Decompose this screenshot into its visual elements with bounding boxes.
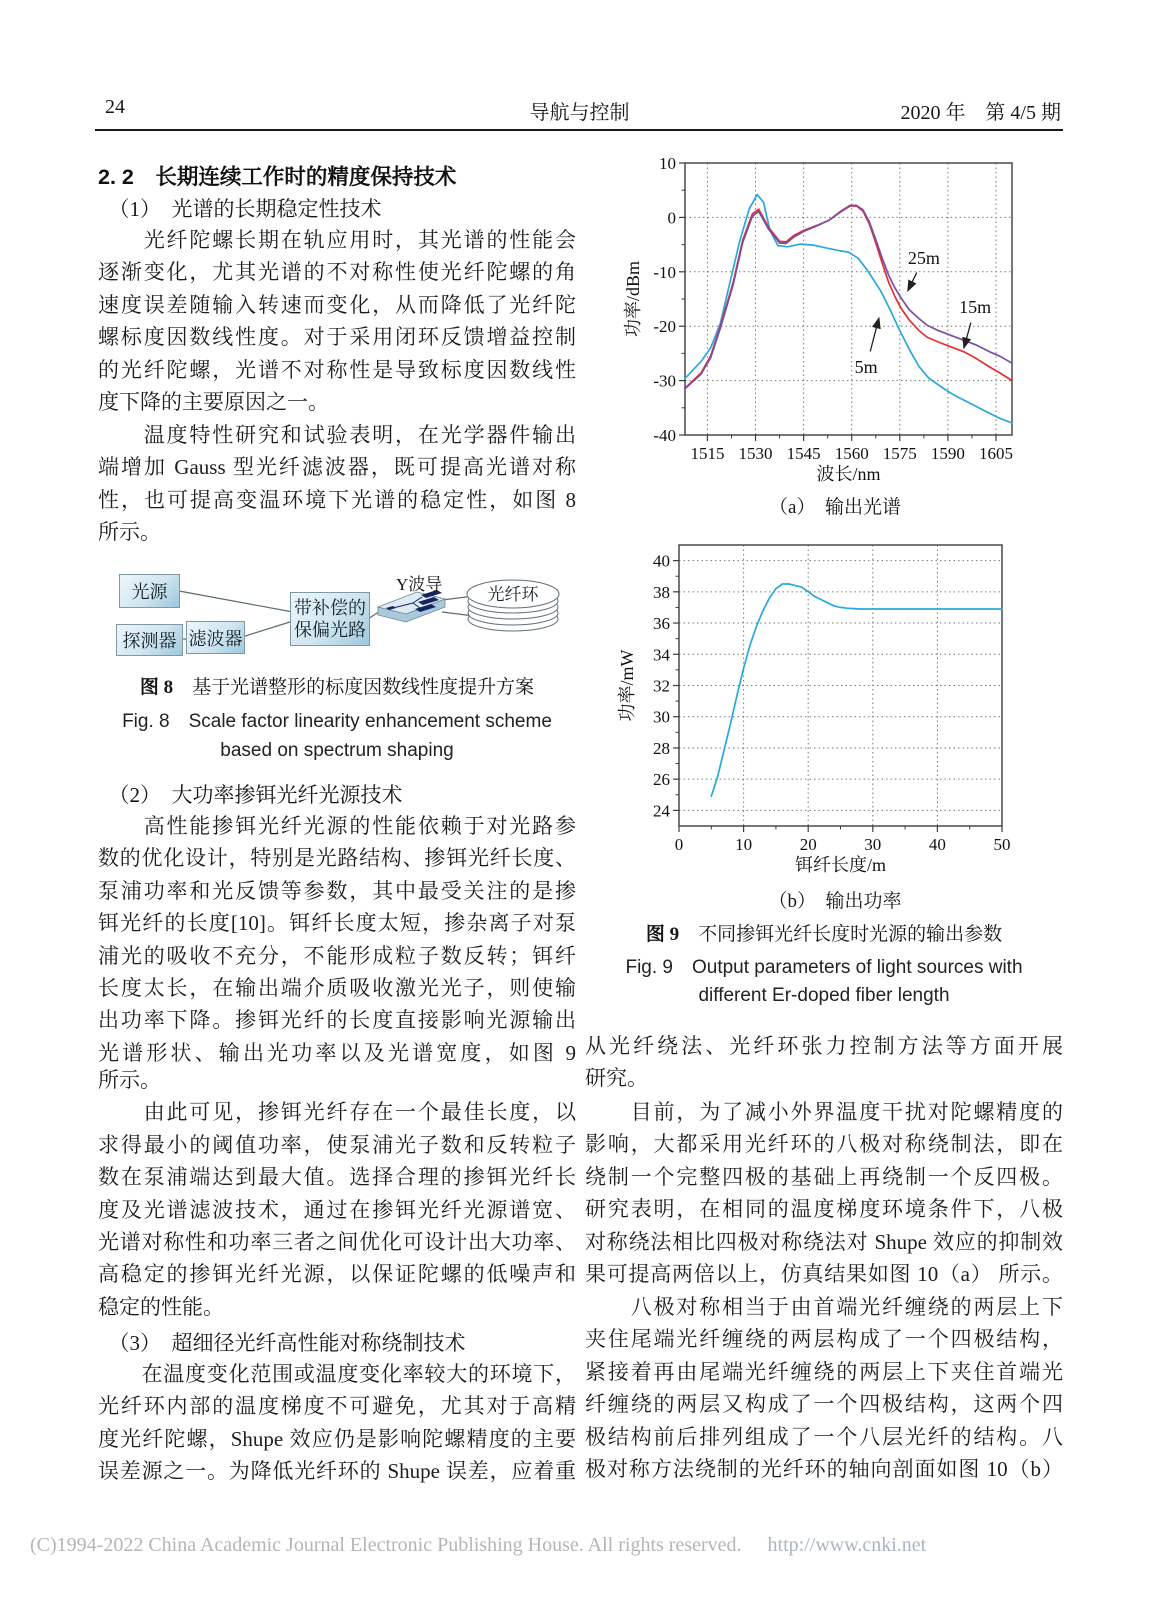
- paragraph: [98, 419, 576, 549]
- svg-text:20: 20: [799, 835, 817, 854]
- svg-text:波长/nm: 波长/nm: [816, 464, 881, 484]
- svg-text:10: 10: [735, 835, 753, 854]
- subsection-3: （3） 超细径光纤高性能对称绕制技术: [98, 1331, 466, 1355]
- figure8-caption-text: 基于光谱整形的标度因数线性度提升方案: [192, 677, 535, 698]
- figure8-caption-label: 图 8: [139, 677, 174, 698]
- section-heading: 2. 2 长期连续工作时的精度保持技术: [98, 165, 457, 189]
- header-rule: [95, 129, 1063, 131]
- subsection-2: （2） 大功率掺铒光纤光源技术: [98, 783, 403, 807]
- text-line: 研究。: [585, 1066, 648, 1091]
- chart-a-caption: （a） 输出光谱: [769, 497, 901, 518]
- svg-text:1605: 1605: [978, 444, 1013, 463]
- svg-text:15m: 15m: [959, 297, 992, 318]
- text-line: 果可提高两倍以上，仿真结果如图 10（a） 所示。: [585, 1262, 1063, 1287]
- svg-text:50: 50: [993, 835, 1011, 854]
- paragraph: [98, 1358, 576, 1488]
- text-line: 稳定的性能。: [98, 1294, 224, 1319]
- text-line: 光谱对称性和功率三者之间优化可设计出大功率、: [98, 1230, 576, 1255]
- figure9-caption-label: 图 9: [645, 924, 680, 945]
- text-line: 光纤环内部的温度梯度不可避免，尤其对于高精: [98, 1394, 576, 1419]
- svg-text:铒纤长度/m: 铒纤长度/m: [794, 855, 887, 875]
- figure8-caption-en1: Fig. 8 Scale factor linearity enhancement scheme: [122, 711, 552, 732]
- text-line: 对称绕法相比四极对称绕法对 Shupe 效应的抑制效: [585, 1229, 1063, 1254]
- text-line: 速度误差随输入转速而变化，从而降低了光纤陀: [98, 292, 576, 317]
- svg-text:30: 30: [653, 707, 670, 727]
- coil-label: 光纤环: [487, 585, 539, 604]
- footer-copyright: (C)1994-2022 China Academic Journal Electronic Publishing House. All rights reserved.: [30, 1534, 742, 1556]
- text-line: 出功率下降。掺铒光纤的长度直接影响光源输出: [98, 1008, 576, 1033]
- svg-text:38: 38: [653, 582, 670, 602]
- text-line: 数在泵浦端达到最大值。选择合理的掺铒光纤长: [98, 1165, 576, 1190]
- issue-info: 2020 年 第 4/5 期: [900, 102, 1061, 124]
- text-line: 所示。: [98, 520, 161, 545]
- svg-text:0: 0: [674, 835, 684, 854]
- svg-text:功率/dBm: 功率/dBm: [623, 260, 643, 338]
- text-line: 度下降的主要原因之一。: [98, 390, 329, 415]
- text-line: 浦光的吸收不充分，不能形成粒子数反转；铒纤: [98, 943, 576, 968]
- text-line: 极对称方法绕制的光纤环的轴向剖面如图 10（b）: [585, 1457, 1063, 1482]
- chart-b-caption: （b） 输出功率: [768, 891, 902, 912]
- footer-url: http://www.cnki.net: [767, 1534, 927, 1556]
- text-line: 高稳定的掺铒光纤光源，以保证陀螺的低噪声和: [98, 1262, 576, 1287]
- light-source-label: 光源: [131, 582, 168, 602]
- svg-text:-40: -40: [653, 426, 676, 445]
- paragraph: [98, 810, 576, 1069]
- figure8-caption-en2: based on spectrum shaping: [220, 740, 454, 761]
- page-number: 24: [105, 96, 125, 118]
- text-line: 从光纤绕法、光纤环张力控制方法等方面开展: [585, 1034, 1063, 1058]
- svg-text:-10: -10: [653, 262, 676, 282]
- journal-title: 导航与控制: [529, 102, 630, 124]
- svg-text:26: 26: [653, 770, 670, 790]
- compensated-path-label-2: 保偏光路: [294, 620, 366, 640]
- text-line: 性，也可提高变温环境下光谱的稳定性，如图 8: [98, 487, 576, 512]
- svg-text:40: 40: [928, 835, 946, 854]
- text-line: 所示。: [98, 1068, 161, 1092]
- svg-text:1560: 1560: [834, 444, 869, 463]
- text-line: 端增加 Gauss 型光纤滤波器，既可提高光谱对称: [98, 455, 576, 480]
- text-line: 紧接着再由尾端光纤缠绕的两层上下夹住首端光: [585, 1359, 1063, 1384]
- compensated-path-label-1: 带补偿的: [294, 598, 366, 618]
- svg-text:28: 28: [653, 738, 670, 758]
- figure9-caption-cn: [585, 919, 1063, 946]
- text-line: 度及光谱滤波技术，通过在掺铒光纤光源谱宽、: [98, 1197, 576, 1222]
- text-line: 研究表明，在相同的温度梯度环境条件下，八极: [585, 1197, 1063, 1222]
- subsection-1: （1） 光谱的长期稳定性技术: [98, 197, 382, 221]
- text-line: 铒光纤的长度[10]。铒纤长度太短，掺杂离子对泵: [98, 911, 576, 936]
- svg-text:功率/mW: 功率/mW: [617, 649, 637, 722]
- text-line: 度光纤陀螺，Shupe 效应仍是影响陀螺精度的主要: [98, 1426, 576, 1451]
- text-line: 的光纤陀螺，光谱不对称性是导致标度因数线性: [98, 357, 576, 382]
- text-line: 光纤陀螺长期在轨应用时，其光谱的性能会: [98, 228, 576, 252]
- text-line: 求得最小的阈值功率，使泵浦光子数和反转粒子: [98, 1132, 576, 1157]
- figure9-caption-en1: Fig. 9 Output parameters of light sources with: [625, 957, 1023, 978]
- paragraph: [585, 1030, 1063, 1095]
- text-line: 泵浦功率和光反馈等参数，其中最受关注的是掺: [98, 878, 576, 903]
- text-line: 在温度变化范围或温度变化率较大的环境下，: [98, 1362, 576, 1386]
- text-line: 目前，为了减小外界温度干扰对陀螺精度的: [585, 1100, 1063, 1124]
- text-line: 光谱形状、输出光功率以及光谱宽度，如图 9: [98, 1040, 576, 1065]
- paragraph: [98, 224, 576, 418]
- filter-box: [186, 621, 245, 654]
- svg-text:25m: 25m: [907, 248, 940, 269]
- text-line: 温度特性研究和试验表明，在光学器件输出: [98, 423, 576, 447]
- text-line: 数的优化设计，特别是光路结构、掺铒光纤长度、: [98, 846, 576, 871]
- text-line: 长度太长，在输出端介质吸收激光光子，则使输: [98, 976, 576, 1001]
- paragraph: [585, 1096, 1063, 1290]
- svg-text:1590: 1590: [930, 444, 965, 463]
- svg-text:30: 30: [864, 835, 882, 854]
- svg-text:34: 34: [653, 645, 670, 665]
- text-line: 夹住尾端光纤缠绕的两层构成了一个四极结构，: [585, 1327, 1063, 1352]
- text-line: 误差源之一。为降低光纤环的 Shupe 误差，应着重: [98, 1459, 576, 1484]
- text-line: 极结构前后排列组成了一个八层光纤的结构。八: [585, 1424, 1063, 1449]
- paragraph: [98, 1064, 576, 1323]
- text-line: 由此可见，掺铒光纤存在一个最佳长度，以: [98, 1100, 576, 1125]
- chart-output-spectrum: [600, 140, 1070, 500]
- svg-text:32: 32: [653, 676, 670, 696]
- svg-text:10: 10: [659, 154, 676, 173]
- footer: [30, 1534, 926, 1557]
- svg-text:24: 24: [653, 801, 670, 821]
- text-line: 螺标度因数线性度。对于采用闭环反馈增益控制: [98, 325, 576, 350]
- paragraph: [585, 1291, 1063, 1485]
- compensated-path-box: [290, 592, 370, 646]
- light-source-box: [119, 574, 180, 608]
- svg-text:1575: 1575: [882, 444, 917, 463]
- text-line: 绕制一个完整四极的基础上再绕制一个反四极。: [585, 1164, 1063, 1189]
- text-line: 八极对称相当于由首端光纤缠绕的两层上下: [585, 1295, 1063, 1319]
- detector-box: [116, 624, 183, 656]
- svg-text:0: 0: [667, 208, 676, 228]
- text-line: 高性能掺铒光纤光源的性能依赖于对光路参: [98, 814, 576, 838]
- figure9-caption-text: 不同掺铒光纤长度时光源的输出参数: [698, 924, 1003, 945]
- y-waveguide-label: Y波导: [396, 575, 443, 594]
- svg-text:1545: 1545: [786, 444, 821, 463]
- detector-label: 探测器: [122, 631, 177, 651]
- svg-text:-30: -30: [653, 371, 676, 391]
- svg-text:-20: -20: [653, 317, 676, 337]
- filter-label: 滤波器: [188, 628, 243, 649]
- svg-text:1515: 1515: [690, 444, 725, 463]
- figure9-caption-en2: different Er-doped fiber length: [698, 985, 950, 1006]
- svg-text:40: 40: [653, 551, 670, 571]
- svg-text:36: 36: [653, 614, 670, 634]
- figure8-caption-cn: [98, 672, 576, 699]
- svg-text:5m: 5m: [854, 357, 878, 377]
- svg-text:1530: 1530: [738, 444, 773, 463]
- text-line: 影响，大都采用光纤环的八极对称绕制法，即在: [585, 1132, 1063, 1157]
- text-line: 纤缠绕的两层又构成了一个四极结构，这两个四: [585, 1392, 1063, 1417]
- text-line: 逐渐变化，尤其光谱的不对称性使光纤陀螺的角: [98, 260, 576, 285]
- chart-output-power: [600, 530, 1070, 880]
